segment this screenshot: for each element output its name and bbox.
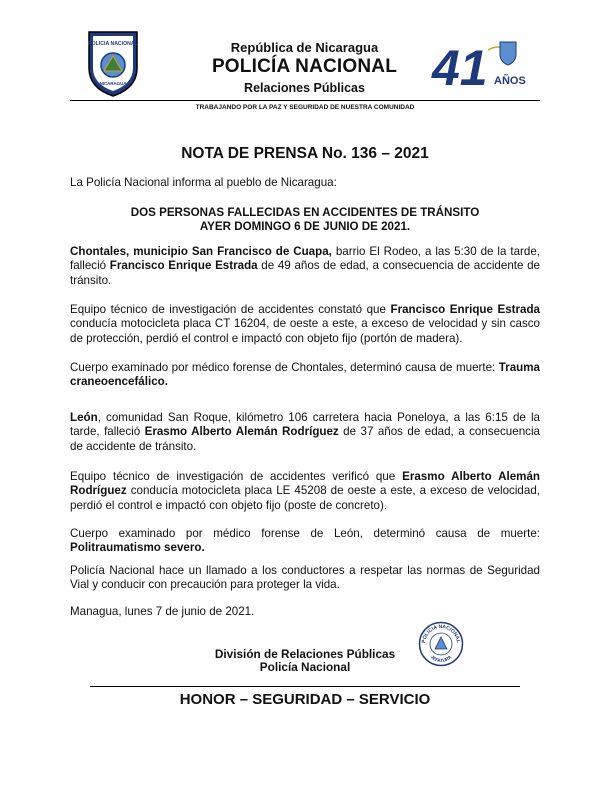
paragraph-chontales-incident: Chontales, municipio San Francisco de Cuapa, barrio El Rodeo, a las 5:30 de la tarde, falleció Francisco Enrique Estrada de 49 años de edad, a consecuencia de accidente de tránsito.	[70, 245, 541, 287]
victim-name-2: Erasmo Alberto Alemán Rodríguez	[144, 425, 339, 439]
footer-motto: HONOR – SEGURIDAD – SERVICIO	[179, 691, 431, 708]
headline-line-1: DOS PERSONAS FALLECIDAS EN ACCIDENTES DE TRÁNSITO	[130, 206, 480, 219]
paragraph-chontales-investigation: Equipo técnico de investigación de accidentes constató que Francisco Enrique Estrada conducía motocicleta placa CT 16204, de oeste a este, a exceso de velocidad y sin casco de protección, perdió el control e impactó con objeto fijo (portón de madera).	[70, 303, 541, 345]
motto-banner: TRABAJANDO POR LA PAZ Y SEGURIDAD DE NUESTRA COMUNIDAD	[195, 104, 415, 111]
paragraph-chontales-forensic: Cuerpo examinado por médico forense de Chontales, determinó causa de muerte: Trauma craneoencefálico.	[70, 361, 540, 389]
police-name: POLICÍA NACIONAL	[211, 56, 398, 77]
paragraph-safety-appeal: Policía Nacional hace un llamado a los conductores a respetar las normas de Seguridad Vial y conducir con precaución para proteger la vida.	[70, 564, 540, 592]
headline-line-2: AYER DOMINGO 6 DE JUNIO DE 2021.	[199, 220, 411, 234]
paragraph-leon-incident: León, comunidad San Roque, kilómetro 106 carretera hacia Poneloya, a las 6:15 de la tarde, falleció Erasmo Alberto Alemán Rodríguez de 37 años de edad, a consecuencia de accidente de tránsito.	[70, 411, 540, 453]
svg-text:POLICIA NACIONAL: POLICIA NACIONAL	[420, 623, 462, 644]
footer-divider	[90, 686, 520, 687]
signature-division: División de Relaciones Públicas	[214, 647, 396, 661]
press-release-title: NOTA DE PRENSA No. 136 – 2021	[181, 145, 429, 162]
svg-text:JEFATURA: JEFATURA	[429, 654, 453, 664]
svg-text:NICARAGUA: NICARAGUA	[99, 81, 127, 86]
paragraph-leon-forensic: Cuerpo examinado por médico forense de León, determinó causa de muerte: Politraumatismo severo.	[70, 527, 540, 555]
republic-name: República de Nicaragua	[230, 40, 379, 55]
header-divider	[70, 100, 540, 101]
intro-paragraph: La Policía Nacional informa al pueblo de Nicaragua:	[70, 176, 337, 189]
svg-text:AÑOS: AÑOS	[494, 75, 526, 87]
victim-name-1-repeat: Francisco Enrique Estrada	[390, 303, 541, 316]
anniversary-41-logo	[430, 38, 530, 92]
svg-text:POLICIA NACIONAL: POLICIA NACIONAL	[88, 41, 138, 47]
cause-of-death-1: Trauma craneoencefálico.	[70, 361, 540, 389]
location-leon: León	[70, 411, 98, 424]
victim-name-2-repeat: Erasmo Alberto Alemán Rodríguez	[70, 470, 540, 498]
cause-of-death-2: Politraumatismo severo.	[70, 541, 205, 555]
headline	[70, 206, 540, 235]
location-chontales: Chontales, municipio San Francisco de Cuapa,	[70, 245, 332, 258]
signature-institution: Policía Nacional	[259, 660, 351, 674]
issue-date: Managua, lunes 7 de junio de 2021.	[70, 605, 255, 618]
svg-text:41: 41	[432, 40, 488, 92]
paragraph-leon-investigation: Equipo técnico de investigación de accidentes verificó que Erasmo Alberto Alemán Rodríguez conducía motocicleta placa LE 45208 de oeste a este, a exceso de velocidad, perdió el control e impactó con objeto fijo (poste de concreto).	[70, 470, 540, 512]
jefatura-seal-icon	[418, 621, 464, 667]
victim-name-1: Francisco Enrique Estrada	[109, 259, 258, 273]
department-name: Relaciones Públicas	[244, 81, 365, 95]
